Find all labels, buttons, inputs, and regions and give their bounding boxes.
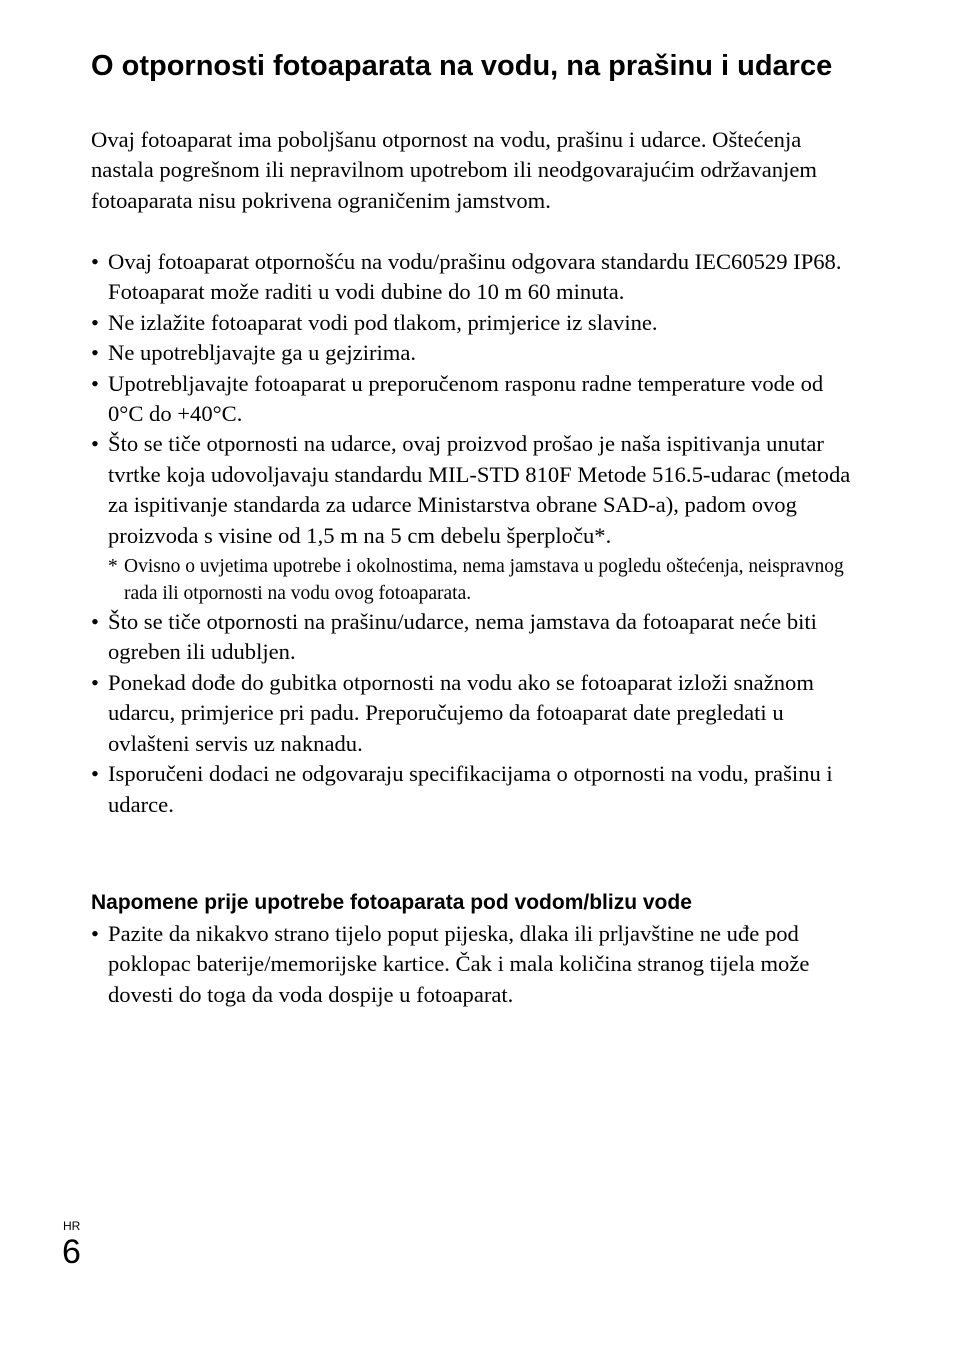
- list-item-text: Upotrebljavajte fotoaparat u preporučenom rasponu radne temperature vode od 0°C do +40°C.: [108, 370, 824, 427]
- list-item: [91, 919, 851, 1010]
- list-item: [91, 247, 851, 308]
- list-item: [91, 308, 851, 338]
- list-item-text: Ne izlažite fotoaparat vodi pod tlakom, primjerice iz slavine.: [108, 309, 658, 335]
- list-item-text: Što se tiče otpornosti na prašinu/udarce, nema jamstava da fotoaparat neće biti ogreben ili udubljen.: [108, 609, 817, 665]
- bullet-icon: •: [91, 669, 99, 695]
- list-item-text: Ne upotrebljavajte ga u gejzirima.: [108, 340, 417, 366]
- list-item: [91, 338, 851, 368]
- list-item: [91, 429, 851, 607]
- notes-heading: Napomene prije upotrebe fotoaparata pod vodom/blizu vode: [91, 891, 692, 914]
- bullet-icon: •: [91, 431, 99, 457]
- list-item: [91, 369, 851, 430]
- list-item-text: Ovaj fotoaparat otpornošću na vodu/prašinu odgovara standardu IEC60529 IP68. Fotoaparat može raditi u vodi dubine do 10 m 60 minuta.: [108, 249, 842, 305]
- language-code: HR: [63, 1219, 81, 1233]
- page-number: 6: [62, 1233, 81, 1271]
- bullet-icon: •: [91, 340, 99, 366]
- page-title: O otpornosti fotoaparata na vodu, na prašinu i udarce: [91, 50, 833, 82]
- list-item: [91, 759, 851, 820]
- list-item-text: Što se tiče otpornosti na udarce, ovaj proizvod prošao je naša ispitivanja unutar tvrtke koja udovoljavaju standardu MIL-STD 810F Metode 516.5-udarac (metoda za ispitivanje standarda za udarce Ministarstva obrane SAD-a), padom ovog proizvoda s visine od 1,5 m na 5 cm debelu šperploču*.: [108, 431, 851, 548]
- bullet-icon: •: [91, 761, 99, 787]
- notes-bullet-list: [91, 919, 851, 1010]
- bullet-icon: •: [91, 921, 99, 946]
- list-item-text: Isporučeni dodaci ne odgovaraju specifikacijama o otpornosti na vodu, prašinu i udarce.: [108, 761, 833, 817]
- list-item: [91, 607, 851, 668]
- bullet-icon: •: [91, 609, 99, 635]
- bullet-icon: •: [91, 249, 99, 274]
- bullet-icon: •: [91, 370, 99, 396]
- intro-paragraph: Ovaj fotoaparat ima poboljšanu otpornost na vodu, prašinu i udarce. Oštećenja nastala pogrešnom ili nepravilnom upotrebom ili neodgovarajućim održavanjem fotoaparata nisu pokrivena ograničenim jamstvom.: [91, 127, 817, 213]
- list-item: [91, 668, 851, 759]
- bullet-icon: •: [91, 309, 99, 335]
- footnote-text: Ovisno o uvjetima upotrebe i okolnostima, nema jamstava u pogledu oštećenja, neispravnog rada ili otpornosti na vodu ovog fotoaparata.: [124, 556, 844, 605]
- main-bullet-list: [91, 247, 851, 820]
- footnote: [108, 553, 851, 607]
- list-item-text: Pazite da nikakvo strano tijelo poput pijeska, dlaka ili prljavštine ne uđe pod poklopac baterije/memorijske kartice. Čak i mala količina stranog tijela može dovesti do toga da voda dospije u fotoaparat.: [108, 921, 810, 1007]
- footnote-marker: *: [108, 556, 118, 578]
- list-item-text: Ponekad dođe do gubitka otpornosti na vodu ako se fotoaparat izloži snažnom udarcu, primjerice pri padu. Preporučujemo da fotoaparat date pregledati u ovlašteni servis uz naknadu.: [108, 669, 814, 756]
